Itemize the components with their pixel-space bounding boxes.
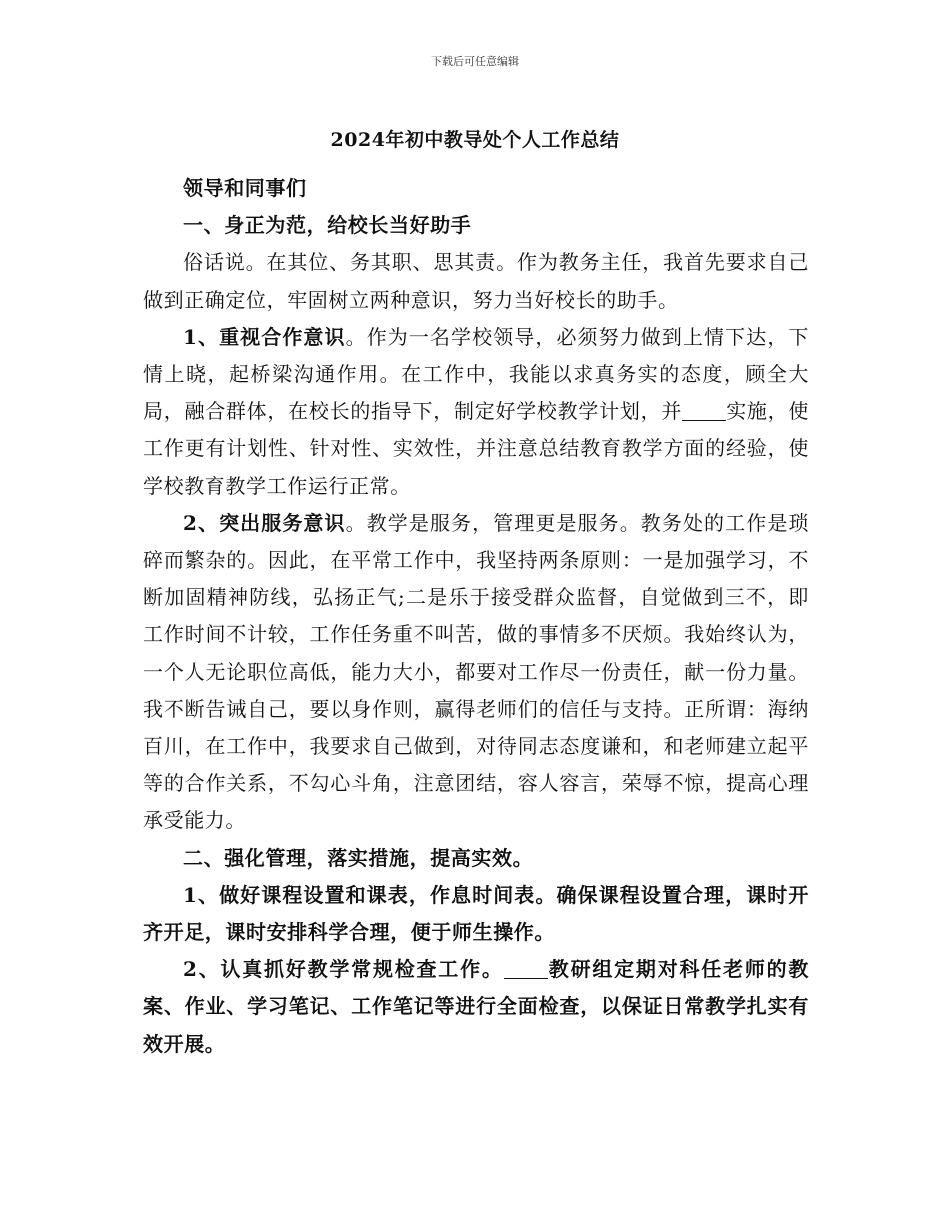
section2-item2-text-a: 2、认真抓好教学常规检查工作。 xyxy=(183,957,504,982)
blank-underline xyxy=(682,400,726,421)
blank-underline xyxy=(504,958,548,979)
page-title: 2024年初中教导处个人工作总结 xyxy=(330,129,620,151)
section2-item2-text-b: 教研组定期对科任老师的教案、作业、学习笔记、工作笔记等进行全面检查，以保证日常教学扎实有效开展。 xyxy=(143,957,809,1056)
section2-item1: 1、做好课程设置和课表，作息时间表。确保课程设置合理，课时开齐开足，课时安排科学合理，便于师生操作。 xyxy=(143,882,809,945)
section2-item2 xyxy=(143,951,809,1063)
section1-intro: 俗话说。在其位、务其职、思其责。作为教务主任，我首先要求自己做到正确定位，牢固树立两种意识，努力当好校长的助手。 xyxy=(143,250,809,312)
section1-item2-text: 。教学是服务，管理更是服务。教务处的工作是琐碎而繁杂的。因此，在平常工作中，我坚持两条原则：一是加强学习，不断加固精神防线，弘扬正气;二是乐于接受群众监督，自觉做到三不，即工作时间不计较，工作任务重不叫苦，做的事情多不厌烦。我始终认为，一个人无论职位高低，能力大小，都要对工作尽一份责任，献一份力量。我不断告诫自己，要以身作则，赢得老师们的信任与支持。正所谓：海纳百川，在工作中，我要求自己做到，对待同志态度谦和，和老师建立起平等的合作关系，不勾心斗角，注意团结，容人容言，荣辱不惊，提高心理承受能力。 xyxy=(143,510,810,833)
section1-item1-lead: 1、重视合作意识 xyxy=(183,324,346,349)
section1-item1 xyxy=(143,319,809,505)
header-note: 下载后可任意编辑 xyxy=(431,55,519,68)
document-body xyxy=(143,170,809,1063)
section1-item2-lead: 2、突出服务意识 xyxy=(183,510,346,535)
section1-item1-text-b: 实施，使工作更有计划性、针对性、实效性，并注意总结教育教学方面的经验，使学校教育教学工作运行正常。 xyxy=(143,399,809,498)
section2-heading: 二、强化管理，落实措施，提高实效。 xyxy=(183,845,534,870)
salutation: 领导和同事们 xyxy=(183,176,307,200)
section1-item2 xyxy=(143,505,809,840)
section1-item1-text-a: 。作为一名学校领导，必须努力做到上情下达，下情上晓，起桥梁沟通作用。在工作中，我能以求真务实的态度，顾全大局，融合群体，在校长的指导下，制定好学校教学计划，并 xyxy=(143,324,810,424)
section1-heading: 一、身正为范，给校长当好助手 xyxy=(183,213,472,238)
